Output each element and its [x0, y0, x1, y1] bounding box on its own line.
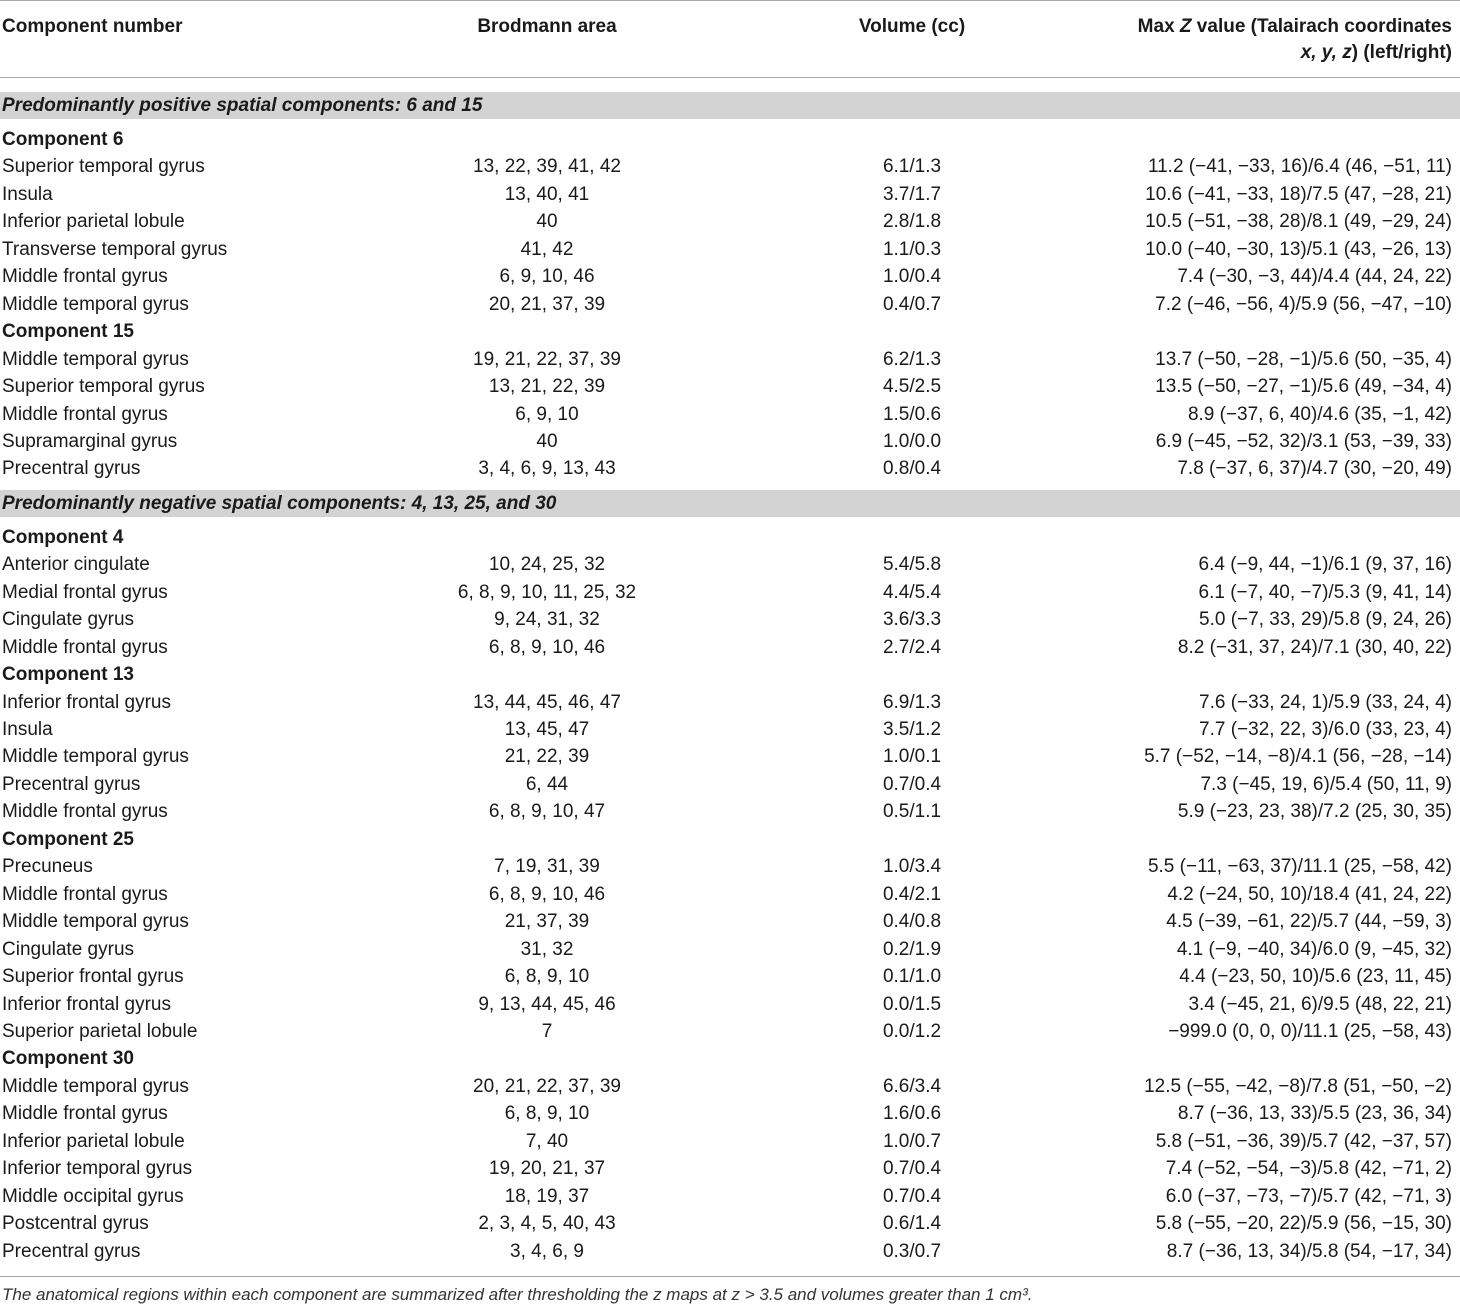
- volume-cell: 0.2/1.9: [882, 938, 942, 960]
- header-left-right: ) (left/right): [1351, 42, 1452, 63]
- table-row: [0, 373, 1460, 400]
- max-z-cell: 6.0 (−37, −73, −7)/5.7 (42, −71, 3): [1165, 1185, 1452, 1207]
- brodmann-cell: 19, 20, 21, 37: [488, 1158, 606, 1180]
- brodmann-cell: 18, 19, 37: [504, 1185, 590, 1207]
- component-name: Component 6: [2, 129, 124, 150]
- table-row: [0, 236, 1460, 263]
- volume-cell: 2.7/2.4: [882, 636, 942, 658]
- table-row: [0, 1183, 1460, 1210]
- max-z-cell: 11.2 (−41, −33, 16)/6.4 (46, −51, 11): [1147, 156, 1452, 178]
- volume-cell: 5.4/5.8: [882, 554, 942, 576]
- table-row: [0, 153, 1460, 180]
- volume-cell: 0.7/0.4: [882, 773, 942, 795]
- volume-cell: 1.0/0.7: [882, 1130, 942, 1152]
- region-cell: Middle frontal gyrus: [2, 403, 168, 425]
- volume-cell: 1.0/0.4: [882, 266, 942, 288]
- region-cell: Precentral gyrus: [2, 458, 141, 480]
- max-z-cell: 5.9 (−23, 23, 38)/7.2 (25, 30, 35): [1177, 801, 1452, 823]
- component-name: Component 25: [2, 828, 134, 850]
- region-cell: Middle frontal gyrus: [2, 801, 168, 823]
- region-cell: Supramarginal gyrus: [2, 430, 178, 452]
- region-cell: Middle temporal gyrus: [2, 911, 189, 933]
- table-row: [0, 716, 1460, 743]
- max-z-cell: 8.2 (−31, 37, 24)/7.1 (30, 40, 22): [1177, 636, 1452, 658]
- brodmann-cell: 40: [536, 430, 558, 452]
- component-heading: [0, 524, 1460, 551]
- table-row: [0, 455, 1460, 482]
- volume-cell: 3.5/1.2: [882, 719, 942, 740]
- brodmann-cell: 31, 32: [520, 938, 574, 960]
- max-z-cell: 3.4 (−45, 21, 6)/9.5 (48, 22, 21): [1188, 993, 1452, 1015]
- table-row: [0, 634, 1460, 661]
- header-max-z: [1138, 14, 1452, 66]
- brodmann-cell: 3, 4, 6, 9: [510, 1240, 584, 1262]
- table-row: [0, 606, 1460, 633]
- table-row: [0, 291, 1460, 318]
- max-z-cell: 7.3 (−45, 19, 6)/5.4 (50, 11, 9): [1200, 773, 1452, 795]
- brodmann-cell: 20, 21, 37, 39: [488, 293, 606, 315]
- region-cell: Medial frontal gyrus: [2, 581, 168, 603]
- brodmann-cell: 19, 21, 22, 37, 39: [473, 348, 621, 370]
- table-row: [0, 428, 1460, 455]
- component-name: Component 13: [2, 664, 134, 686]
- region-cell: Postcentral gyrus: [2, 1213, 149, 1235]
- volume-cell: 0.7/0.4: [882, 1185, 942, 1207]
- brodmann-cell: 3, 4, 6, 9, 13, 43: [478, 458, 616, 480]
- table-row: [0, 908, 1460, 935]
- max-z-cell: 13.5 (−50, −27, −1)/5.6 (49, −34, 4): [1155, 376, 1452, 398]
- component-heading: [0, 126, 1460, 153]
- brodmann-cell: 9, 24, 31, 32: [494, 609, 600, 631]
- volume-cell: 4.5/2.5: [882, 376, 942, 398]
- brodmann-cell: 13, 45, 47: [504, 719, 590, 740]
- table-row: [0, 991, 1460, 1018]
- volume-cell: 1.6/0.6: [882, 1103, 942, 1125]
- region-cell: Superior parietal lobule: [2, 1020, 198, 1042]
- table-row: [0, 881, 1460, 908]
- brodmann-cell: 7: [541, 1020, 553, 1042]
- region-cell: Inferior frontal gyrus: [2, 993, 171, 1015]
- volume-cell: 0.3/0.7: [882, 1240, 942, 1262]
- region-cell: Insula: [2, 183, 53, 205]
- table-row: [0, 263, 1460, 290]
- bottom-rule: [0, 1276, 1460, 1277]
- brodmann-cell: 20, 21, 22, 37, 39: [473, 1075, 621, 1097]
- volume-cell: 6.1/1.3: [882, 156, 942, 178]
- region-cell: Middle occipital gyrus: [2, 1185, 184, 1207]
- brodmann-cell: 13, 22, 39, 41, 42: [473, 156, 621, 178]
- brodmann-cell: 6, 44: [525, 773, 569, 795]
- brodmann-cell: 7, 19, 31, 39: [494, 856, 600, 878]
- region-cell: Inferior frontal gyrus: [2, 691, 171, 713]
- region-cell: Superior temporal gyrus: [2, 376, 205, 398]
- header-max-z-pre: Max: [1137, 16, 1180, 37]
- max-z-cell: 5.8 (−51, −36, 39)/5.7 (42, −37, 57): [1155, 1130, 1452, 1152]
- header-coords: x, y, z: [1300, 42, 1352, 63]
- brodmann-cell: 9, 13, 44, 45, 46: [478, 993, 616, 1015]
- volume-cell: 0.4/0.7: [882, 293, 942, 315]
- volume-cell: 1.5/0.6: [882, 403, 942, 425]
- volume-cell: 0.5/1.1: [882, 801, 942, 823]
- max-z-cell: 5.7 (−52, −14, −8)/4.1 (56, −28, −14): [1144, 746, 1452, 768]
- top-rule: [0, 0, 1460, 1]
- header-component-number: Component number: [2, 16, 183, 37]
- table-row: [0, 743, 1460, 770]
- max-z-cell: 7.6 (−33, 24, 1)/5.9 (33, 24, 4): [1199, 691, 1452, 713]
- table-row: [0, 1100, 1460, 1127]
- volume-cell: 0.1/1.0: [882, 966, 942, 988]
- table-row: [0, 936, 1460, 963]
- region-cell: Insula: [2, 719, 53, 740]
- region-cell: Cingulate gyrus: [2, 938, 135, 960]
- section-band: [0, 490, 1460, 517]
- table-row: [0, 1238, 1460, 1265]
- max-z-cell: 5.8 (−55, −20, 22)/5.9 (56, −15, 30): [1155, 1213, 1452, 1235]
- volume-cell: 0.4/2.1: [882, 883, 942, 905]
- table-row: [0, 963, 1460, 990]
- volume-cell: 0.7/0.4: [882, 1158, 942, 1180]
- brodmann-cell: 13, 40, 41: [504, 183, 590, 205]
- region-cell: Transverse temporal gyrus: [2, 238, 228, 260]
- component-heading: [0, 1045, 1460, 1072]
- brodmann-cell: 7, 40: [525, 1130, 569, 1152]
- header-volume: Volume (cc): [858, 16, 966, 37]
- max-z-cell: 4.1 (−9, −40, 34)/6.0 (9, −45, 32): [1176, 938, 1452, 960]
- component-heading: [0, 661, 1460, 688]
- region-cell: Inferior parietal lobule: [2, 1130, 185, 1152]
- brodmann-cell: 21, 37, 39: [504, 911, 590, 933]
- brodmann-cell: 10, 24, 25, 32: [488, 554, 606, 576]
- max-z-cell: −999.0 (0, 0, 0)/11.1 (25, −58, 43): [1168, 1020, 1452, 1042]
- header-rule: [0, 77, 1460, 78]
- volume-cell: 0.0/1.5: [882, 993, 942, 1015]
- volume-cell: 0.4/0.8: [882, 911, 942, 933]
- volume-cell: 2.8/1.8: [882, 211, 942, 233]
- brodmann-cell: 40: [536, 211, 558, 233]
- brodmann-cell: 6, 8, 9, 10, 47: [488, 801, 606, 823]
- max-z-cell: 10.0 (−40, −30, 13)/5.1 (43, −26, 13): [1145, 238, 1452, 260]
- brodmann-cell: 41, 42: [520, 238, 574, 260]
- max-z-cell: 4.2 (−24, 50, 10)/18.4 (41, 24, 22): [1167, 883, 1452, 905]
- max-z-cell: 10.5 (−51, −38, 28)/8.1 (49, −29, 24): [1145, 211, 1452, 233]
- region-cell: Middle frontal gyrus: [2, 883, 168, 905]
- table-row: [0, 181, 1460, 208]
- volume-cell: 4.4/5.4: [882, 581, 942, 603]
- max-z-cell: 8.7 (−36, 13, 34)/5.8 (54, −17, 34): [1166, 1240, 1452, 1262]
- region-cell: Middle temporal gyrus: [2, 293, 189, 315]
- region-cell: Middle frontal gyrus: [2, 636, 168, 658]
- region-cell: Middle temporal gyrus: [2, 348, 189, 370]
- max-z-cell: 7.2 (−46, −56, 4)/5.9 (56, −47, −10): [1155, 293, 1452, 315]
- header-max-z-post: value (Talairach coordinates: [1191, 16, 1452, 37]
- max-z-cell: 5.5 (−11, −63, 37)/11.1 (25, −58, 42): [1147, 856, 1452, 878]
- volume-cell: 3.7/1.7: [882, 183, 942, 205]
- max-z-cell: 4.5 (−39, −61, 22)/5.7 (44, −59, 3): [1166, 911, 1452, 933]
- brodmann-cell: 6, 8, 9, 10: [504, 966, 590, 988]
- max-z-cell: 7.4 (−52, −54, −3)/5.8 (42, −71, 2): [1165, 1158, 1452, 1180]
- table-row: [0, 1018, 1460, 1045]
- volume-cell: 6.6/3.4: [882, 1075, 942, 1097]
- max-z-cell: 8.7 (−36, 13, 33)/5.5 (23, 36, 34): [1177, 1103, 1452, 1125]
- brodmann-cell: 6, 8, 9, 10: [504, 1103, 590, 1125]
- component-heading: [0, 318, 1460, 345]
- component-name: Component 15: [2, 321, 134, 343]
- max-z-cell: 7.7 (−32, 22, 3)/6.0 (33, 23, 4): [1199, 719, 1452, 740]
- brodmann-cell: 2, 3, 4, 5, 40, 43: [478, 1213, 616, 1235]
- table-row: [0, 208, 1460, 235]
- table-row: [0, 579, 1460, 606]
- table-row: [0, 551, 1460, 578]
- header-brodmann-area: Brodmann area: [477, 16, 617, 37]
- max-z-cell: 12.5 (−55, −42, −8)/7.8 (51, −50, −2): [1144, 1075, 1452, 1097]
- table-row: [0, 689, 1460, 716]
- table-footnote: The anatomical regions within each component are summarized after thresholding the z maps at z > 3.5 and volumes greater than 1 cm³.: [2, 1285, 1033, 1304]
- volume-cell: 1.1/0.3: [882, 238, 942, 260]
- max-z-cell: 8.9 (−37, 6, 40)/4.6 (35, −1, 42): [1187, 403, 1452, 425]
- component-heading: [0, 826, 1460, 853]
- volume-cell: 0.8/0.4: [882, 458, 942, 480]
- table-row: [0, 401, 1460, 428]
- region-cell: Anterior cingulate: [2, 554, 150, 576]
- region-cell: Superior frontal gyrus: [2, 966, 184, 988]
- volume-cell: 1.0/0.0: [882, 430, 942, 452]
- brodmann-cell: 6, 8, 9, 10, 46: [488, 636, 606, 658]
- max-z-cell: 6.4 (−9, 44, −1)/6.1 (9, 37, 16): [1198, 554, 1452, 576]
- table-row: [0, 853, 1460, 880]
- table-row: [0, 1155, 1460, 1182]
- section-title: Predominantly positive spatial components: 6 and 15: [2, 95, 483, 116]
- section-band: [0, 92, 1460, 119]
- max-z-cell: 7.4 (−30, −3, 44)/4.4 (44, 24, 22): [1177, 266, 1452, 288]
- volume-cell: 1.0/0.1: [882, 746, 942, 768]
- volume-cell: 1.0/3.4: [882, 856, 942, 878]
- region-cell: Middle temporal gyrus: [2, 1075, 189, 1097]
- max-z-cell: 4.4 (−23, 50, 10)/5.6 (23, 11, 45): [1179, 966, 1452, 988]
- brodmann-cell: 6, 9, 10: [515, 403, 579, 425]
- table-row: [0, 771, 1460, 798]
- region-cell: Precuneus: [2, 856, 93, 878]
- region-cell: Middle temporal gyrus: [2, 746, 189, 768]
- brodmann-cell: 6, 8, 9, 10, 46: [488, 883, 606, 905]
- region-cell: Precentral gyrus: [2, 1240, 141, 1262]
- table-row: [0, 346, 1460, 373]
- region-cell: Inferior temporal gyrus: [2, 1158, 193, 1180]
- max-z-cell: 5.0 (−7, 33, 29)/5.8 (9, 24, 26): [1199, 609, 1452, 631]
- region-cell: Middle frontal gyrus: [2, 266, 168, 288]
- max-z-cell: 6.9 (−45, −52, 32)/3.1 (53, −39, 33): [1155, 430, 1452, 452]
- brodmann-cell: 13, 21, 22, 39: [488, 376, 606, 398]
- table-row: [0, 1210, 1460, 1237]
- table-row: [0, 798, 1460, 825]
- brodmann-cell: 21, 22, 39: [504, 746, 590, 768]
- region-cell: Precentral gyrus: [2, 773, 141, 795]
- volume-cell: 0.6/1.4: [882, 1213, 942, 1235]
- table-row: [0, 1073, 1460, 1100]
- table-row: [0, 1128, 1460, 1155]
- brodmann-cell: 6, 9, 10, 46: [499, 266, 595, 288]
- region-cell: Cingulate gyrus: [2, 609, 135, 631]
- region-cell: Inferior parietal lobule: [2, 211, 185, 233]
- component-name: Component 30: [2, 1048, 134, 1070]
- component-name: Component 4: [2, 526, 124, 548]
- volume-cell: 3.6/3.3: [882, 609, 942, 631]
- section-title: Predominantly negative spatial components: 4, 13, 25, and 30: [2, 492, 557, 514]
- max-z-cell: 7.8 (−37, 6, 37)/4.7 (30, −20, 49): [1177, 458, 1452, 480]
- region-cell: Superior temporal gyrus: [2, 156, 205, 178]
- brodmann-cell: 13, 44, 45, 46, 47: [473, 691, 621, 713]
- header-max-z-symbol: Z: [1179, 16, 1192, 37]
- brodmann-cell: 6, 8, 9, 10, 11, 25, 32: [457, 581, 637, 603]
- volume-cell: 6.2/1.3: [882, 348, 942, 370]
- volume-cell: 0.0/1.2: [882, 1020, 942, 1042]
- max-z-cell: 13.7 (−50, −28, −1)/5.6 (50, −35, 4): [1155, 348, 1452, 370]
- region-cell: Middle frontal gyrus: [2, 1103, 168, 1125]
- volume-cell: 6.9/1.3: [882, 691, 942, 713]
- max-z-cell: 10.6 (−41, −33, 18)/7.5 (47, −28, 21): [1145, 183, 1452, 205]
- max-z-cell: 6.1 (−7, 40, −7)/5.3 (9, 41, 14): [1198, 581, 1452, 603]
